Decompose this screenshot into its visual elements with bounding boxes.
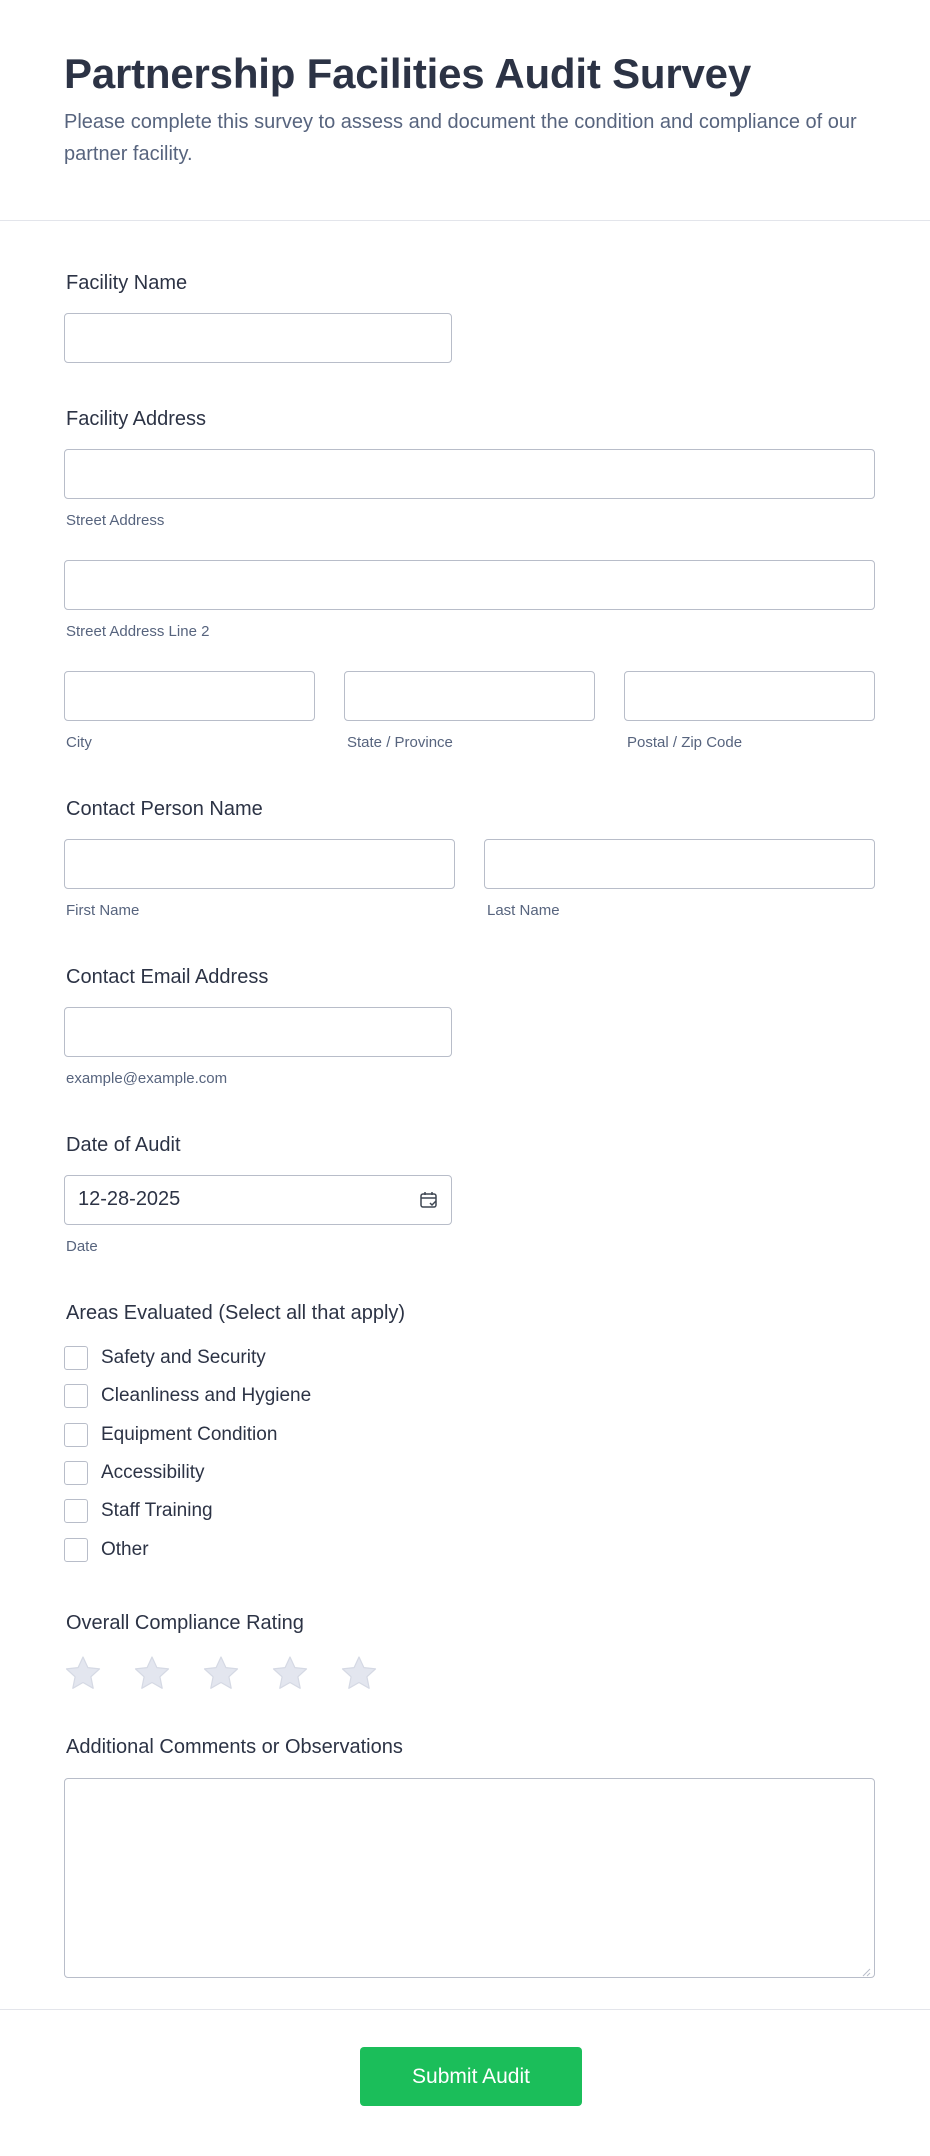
street-address-sublabel: Street Address (66, 512, 165, 529)
checkbox[interactable] (64, 1538, 88, 1562)
contact-person-label: Contact Person Name (66, 798, 263, 820)
audit-date-sublabel: Date (66, 1238, 98, 1255)
facility-address-label: Facility Address (66, 408, 207, 430)
star-icon[interactable] (201, 1654, 241, 1694)
checkbox[interactable] (64, 1384, 88, 1408)
facility-name-input[interactable] (64, 313, 452, 363)
checkbox[interactable] (64, 1499, 88, 1523)
city-input[interactable] (64, 671, 315, 721)
audit-date-label: Date of Audit (66, 1134, 181, 1156)
checkbox-label[interactable]: Staff Training (101, 1500, 213, 1521)
checkbox[interactable] (64, 1346, 88, 1370)
email-input[interactable] (64, 1007, 452, 1057)
email-sublabel: example@example.com (66, 1070, 228, 1087)
footer-divider (0, 2009, 930, 2010)
audit-date-value: 12-28-2025 (78, 1188, 181, 1210)
state-province-input[interactable] (344, 671, 595, 721)
state-province-sublabel: State / Province (347, 734, 453, 751)
street-address-input[interactable] (64, 449, 875, 499)
submit-audit-button[interactable]: Submit Audit (360, 2047, 582, 2106)
last-name-sublabel: Last Name (487, 902, 560, 919)
street-address-line2-input[interactable] (64, 560, 875, 610)
city-sublabel: City (66, 734, 92, 751)
postal-zip-input[interactable] (624, 671, 875, 721)
form-header (0, 0, 930, 220)
star-icon[interactable] (339, 1654, 379, 1694)
header-divider (0, 220, 930, 221)
page-subtitle: Please complete this survey to assess and document the condition and compliance of our partner facility. (64, 111, 857, 165)
first-name-sublabel: First Name (66, 902, 140, 919)
street-address-line2-sublabel: Street Address Line 2 (66, 623, 210, 640)
comments-label: Additional Comments or Observations (66, 1736, 403, 1758)
checkbox[interactable] (64, 1423, 88, 1447)
audit-date-input[interactable] (64, 1175, 452, 1225)
checkbox-label[interactable]: Equipment Condition (101, 1424, 278, 1445)
calendar-icon[interactable] (419, 1190, 439, 1210)
postal-zip-sublabel: Postal / Zip Code (627, 734, 743, 751)
first-name-input[interactable] (64, 839, 455, 889)
facility-name-label: Facility Name (66, 272, 188, 294)
checkbox-label[interactable]: Accessibility (101, 1462, 205, 1483)
resize-handle-icon[interactable] (861, 1964, 871, 1974)
page-title: Partnership Facilities Audit Survey (64, 50, 751, 97)
areas-evaluated-label: Areas Evaluated (Select all that apply) (66, 1302, 406, 1324)
star-icon[interactable] (270, 1654, 310, 1694)
comments-textarea[interactable] (64, 1778, 875, 1978)
star-icon[interactable] (63, 1654, 103, 1694)
last-name-input[interactable] (484, 839, 875, 889)
checkbox-label[interactable]: Cleanliness and Hygiene (101, 1385, 312, 1406)
checkbox-label[interactable]: Other (101, 1539, 149, 1560)
compliance-rating-label: Overall Compliance Rating (66, 1612, 304, 1634)
checkbox[interactable] (64, 1461, 88, 1485)
checkbox-label[interactable]: Safety and Security (101, 1347, 266, 1368)
star-icon[interactable] (132, 1654, 172, 1694)
contact-email-label: Contact Email Address (66, 966, 269, 988)
